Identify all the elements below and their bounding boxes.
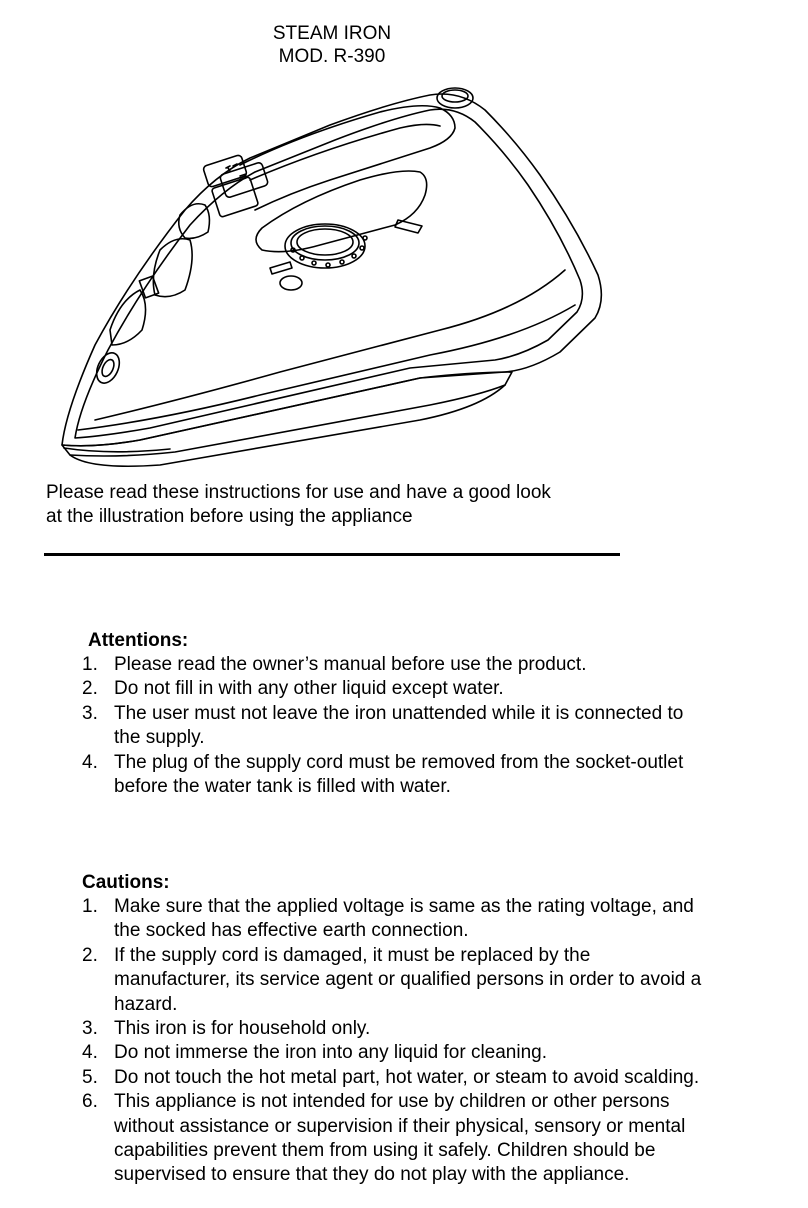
item-text-line: the supply. [114,727,205,749]
item-number: 6. [82,1091,98,1113]
item-text-line: If the supply cord is damaged, it must be replaced by the [114,944,591,966]
item-text-line: hazard. [114,993,178,1015]
item-text-line: Make sure that the applied voltage is same as the rating voltage, and [114,896,694,917]
item-text-line: without assistance or supervision if their physical, sensory or mental [114,1115,686,1137]
attentions-section [82,629,782,799]
temperature-dial [285,224,367,268]
list-item [82,1090,782,1188]
model-number: MOD. R-390 [278,46,386,67]
item-number: 4. [82,1042,98,1064]
cautions-heading: Cautions: [82,872,170,893]
list-item [82,653,782,677]
attentions-heading: Attentions: [88,630,189,651]
item-text-line: capabilities prevent them from using it safely. Children should be [114,1140,656,1162]
item-number: 2. [82,678,98,700]
attentions-list [82,653,782,799]
item-text: Do not touch the hot metal part, hot water, or steam to avoid scalding. [114,1066,700,1088]
list-item [82,677,782,701]
intro-line: Please read these instructions for use and have a good look [46,482,551,503]
item-text-line: supervised to ensure that they do not play with the appliance. [114,1164,630,1186]
list-item [82,702,782,751]
item-text: Do not immerse the iron into any liquid for cleaning. [114,1042,548,1064]
iron-body-outline [62,94,601,446]
product-name: STEAM IRON [272,23,392,44]
item-text: Please read the owner’s manual before use the product. [114,654,587,675]
item-number: 1. [82,896,98,917]
item-text-line: manufacturer, its service agent or qualified persons in order to avoid a [114,969,702,991]
item-number: 3. [82,1018,98,1040]
divider [44,553,620,556]
item-text: This iron is for household only. [114,1018,371,1040]
intro-note [46,481,646,529]
item-text-line: This appliance is not intended for use by children or other persons [114,1091,670,1113]
cautions-section [82,871,782,1188]
item-number: 1. [82,654,98,675]
cautions-list [82,895,782,1188]
item-text-line: the socked has effective earth connection. [114,920,469,942]
item-text: Do not fill in with any other liquid except water. [114,678,504,700]
item-number: 3. [82,702,98,724]
document-title [232,22,432,68]
item-text-line: The plug of the supply cord must be removed from the socket-outlet [114,751,684,773]
list-item [82,1041,782,1065]
iron-handle [240,106,455,210]
item-number: 5. [82,1066,98,1088]
list-item [82,1066,782,1090]
list-item [82,895,782,944]
list-item [82,751,782,800]
list-item [82,944,782,1017]
item-text-line: The user must not leave the iron unattended while it is connected to [114,702,684,724]
list-item [82,1017,782,1041]
steam-iron-illustration-icon [50,72,610,482]
intro-line: at the illustration before using the appliance [46,506,413,527]
item-number: 4. [82,751,98,773]
item-text-line: before the water tank is filled with water. [114,776,451,798]
item-number: 2. [82,944,98,966]
